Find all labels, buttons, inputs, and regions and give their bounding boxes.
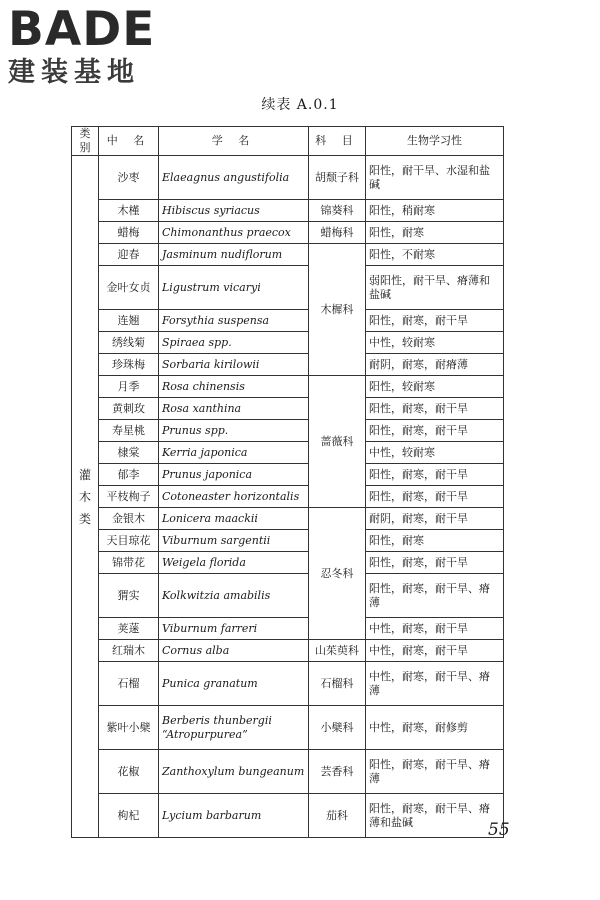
habit-cell: 阳性，耐寒，耐干旱 <box>366 486 504 508</box>
cn-name-cell: 紫叶小檗 <box>99 706 159 750</box>
logo-wordmark: BADE <box>8 2 156 57</box>
table-row <box>72 750 504 794</box>
habit-cell: 中性，耐寒，耐干旱 <box>366 618 504 640</box>
sci-name-cell: Lonicera maackii <box>159 508 309 530</box>
cn-name-cell: 荚蒾 <box>99 618 159 640</box>
habit-cell: 阳性，较耐寒 <box>366 376 504 398</box>
habit-cell: 中性，较耐寒 <box>366 442 504 464</box>
cn-name-cell: 天目琼花 <box>99 530 159 552</box>
habit-cell: 中性，耐寒，耐干旱、瘠薄 <box>366 662 504 706</box>
plant-table <box>71 126 504 838</box>
habit-cell: 阳性，耐寒 <box>366 530 504 552</box>
sci-name-cell: Weigela florida <box>159 552 309 574</box>
logo-chinese-text: 建装基地 <box>8 57 140 88</box>
sci-name-cell: Rosa xanthina <box>159 398 309 420</box>
sci-name-cell: Berberis thunbergii “Atropurpurea” <box>159 706 309 750</box>
table-row <box>72 442 504 464</box>
habit-cell: 中性，较耐寒 <box>366 332 504 354</box>
sci-name-cell: Viburnum farreri <box>159 618 309 640</box>
family-cell: 忍冬科 <box>309 508 366 640</box>
habit-cell: 阳性，耐干旱、水湿和盐碱 <box>366 156 504 200</box>
sci-name-cell: Viburnum sargentii <box>159 530 309 552</box>
table-row <box>72 420 504 442</box>
table-row <box>72 310 504 332</box>
habit-cell: 阳性，耐寒，耐干旱 <box>366 310 504 332</box>
cn-name-cell: 连翘 <box>99 310 159 332</box>
sci-name-cell: Rosa chinensis <box>159 376 309 398</box>
cn-name-cell: 寿星桃 <box>99 420 159 442</box>
habit-cell: 阳性，耐寒，耐干旱 <box>366 398 504 420</box>
family-cell: 茄科 <box>309 794 366 838</box>
sci-name-cell: Sorbaria kirilowii <box>159 354 309 376</box>
cn-name-cell: 平枝栒子 <box>99 486 159 508</box>
sci-name-cell: Ligustrum vicaryi <box>159 266 309 310</box>
sci-name-cell: Punica granatum <box>159 662 309 706</box>
cn-name-cell: 黄刺玫 <box>99 398 159 420</box>
table-row <box>72 376 504 398</box>
habit-cell: 弱阳性，耐干旱、瘠薄和盐碱 <box>366 266 504 310</box>
sci-name-cell: Forsythia suspensa <box>159 310 309 332</box>
cn-name-cell: 月季 <box>99 376 159 398</box>
header-scientific-name: 学 名 <box>159 127 309 156</box>
table-row <box>72 574 504 618</box>
table-row <box>72 156 504 200</box>
cn-name-cell: 锦带花 <box>99 552 159 574</box>
sci-name-cell: Prunus spp. <box>159 420 309 442</box>
table-row <box>72 508 504 530</box>
family-cell: 蜡梅科 <box>309 222 366 244</box>
table-row <box>72 486 504 508</box>
cn-name-cell: 郁李 <box>99 464 159 486</box>
cn-name-cell: 迎春 <box>99 244 159 266</box>
cn-name-cell: 蜡梅 <box>99 222 159 244</box>
cn-name-cell: 珍珠梅 <box>99 354 159 376</box>
habit-cell: 阳性，不耐寒 <box>366 244 504 266</box>
table-row <box>72 662 504 706</box>
header-family: 科 目 <box>309 127 366 156</box>
cn-name-cell: 木槿 <box>99 200 159 222</box>
cn-name-cell: 沙枣 <box>99 156 159 200</box>
habit-cell: 阳性，耐寒，耐干旱 <box>366 420 504 442</box>
cn-name-cell: 花椒 <box>99 750 159 794</box>
sci-name-cell: Cornus alba <box>159 640 309 662</box>
category-label: 灌木类 <box>79 467 92 526</box>
cn-name-cell: 棣棠 <box>99 442 159 464</box>
table-row <box>72 794 504 838</box>
table-row <box>72 398 504 420</box>
sci-name-cell: Hibiscus syriacus <box>159 200 309 222</box>
habit-cell: 中性，耐寒，耐干旱 <box>366 640 504 662</box>
family-cell: 石榴科 <box>309 662 366 706</box>
habit-cell: 阳性，耐寒 <box>366 222 504 244</box>
sci-name-cell: Kerria japonica <box>159 442 309 464</box>
header-row <box>72 127 504 156</box>
habit-cell: 阳性，耐寒，耐干旱、瘠薄和盐碱 <box>366 794 504 838</box>
table-caption: 续表 A.0.1 <box>261 97 339 113</box>
cn-name-cell: 石榴 <box>99 662 159 706</box>
sci-name-cell: Lycium barbarum <box>159 794 309 838</box>
table-row <box>72 332 504 354</box>
cn-name-cell: 金银木 <box>99 508 159 530</box>
table-row <box>72 618 504 640</box>
cn-name-cell: 枸杞 <box>99 794 159 838</box>
cn-name-cell: 猬实 <box>99 574 159 618</box>
sci-name-cell: Prunus japonica <box>159 464 309 486</box>
sci-name-cell: Zanthoxylum bungeanum <box>159 750 309 794</box>
family-cell: 蔷薇科 <box>309 376 366 508</box>
table-row <box>72 706 504 750</box>
sci-name-cell: Chimonanthus praecox <box>159 222 309 244</box>
table-row <box>72 552 504 574</box>
sci-name-cell: Spiraea spp. <box>159 332 309 354</box>
family-cell: 胡颓子科 <box>309 156 366 200</box>
habit-cell: 耐阴，耐寒，耐干旱 <box>366 508 504 530</box>
page-number: 55 <box>488 820 510 840</box>
header-category: 类别 <box>72 127 99 156</box>
cn-name-cell: 绣线菊 <box>99 332 159 354</box>
table-row <box>72 464 504 486</box>
sci-name-cell: Kolkwitzia amabilis <box>159 574 309 618</box>
table-row <box>72 222 504 244</box>
habit-cell: 阳性，稍耐寒 <box>366 200 504 222</box>
habit-cell: 中性，耐寒，耐修剪 <box>366 706 504 750</box>
table-row <box>72 200 504 222</box>
family-cell: 小檗科 <box>309 706 366 750</box>
habit-cell: 阳性，耐寒，耐干旱、瘠薄 <box>366 750 504 794</box>
table-row <box>72 266 504 310</box>
habit-cell: 阳性，耐寒，耐干旱 <box>366 464 504 486</box>
category-cell <box>72 156 99 838</box>
habit-cell: 耐阴，耐寒，耐瘠薄 <box>366 354 504 376</box>
table-row <box>72 354 504 376</box>
header-chinese-name: 中 名 <box>99 127 159 156</box>
table-row <box>72 244 504 266</box>
cn-name-cell: 金叶女贞 <box>99 266 159 310</box>
table-row <box>72 530 504 552</box>
habit-cell: 阳性，耐寒，耐干旱 <box>366 552 504 574</box>
family-cell: 山茱萸科 <box>309 640 366 662</box>
sci-name-cell: Cotoneaster horizontalis <box>159 486 309 508</box>
table-row <box>72 640 504 662</box>
sci-name-cell: Jasminum nudiflorum <box>159 244 309 266</box>
habit-cell: 阳性，耐寒，耐干旱、瘠薄 <box>366 574 504 618</box>
sci-name-cell: Elaeagnus angustifolia <box>159 156 309 200</box>
family-cell: 芸香科 <box>309 750 366 794</box>
family-cell: 木樨科 <box>309 244 366 376</box>
logo <box>8 2 156 90</box>
family-cell: 锦葵科 <box>309 200 366 222</box>
cn-name-cell: 红瑞木 <box>99 640 159 662</box>
header-habit: 生物学习性 <box>366 127 504 156</box>
